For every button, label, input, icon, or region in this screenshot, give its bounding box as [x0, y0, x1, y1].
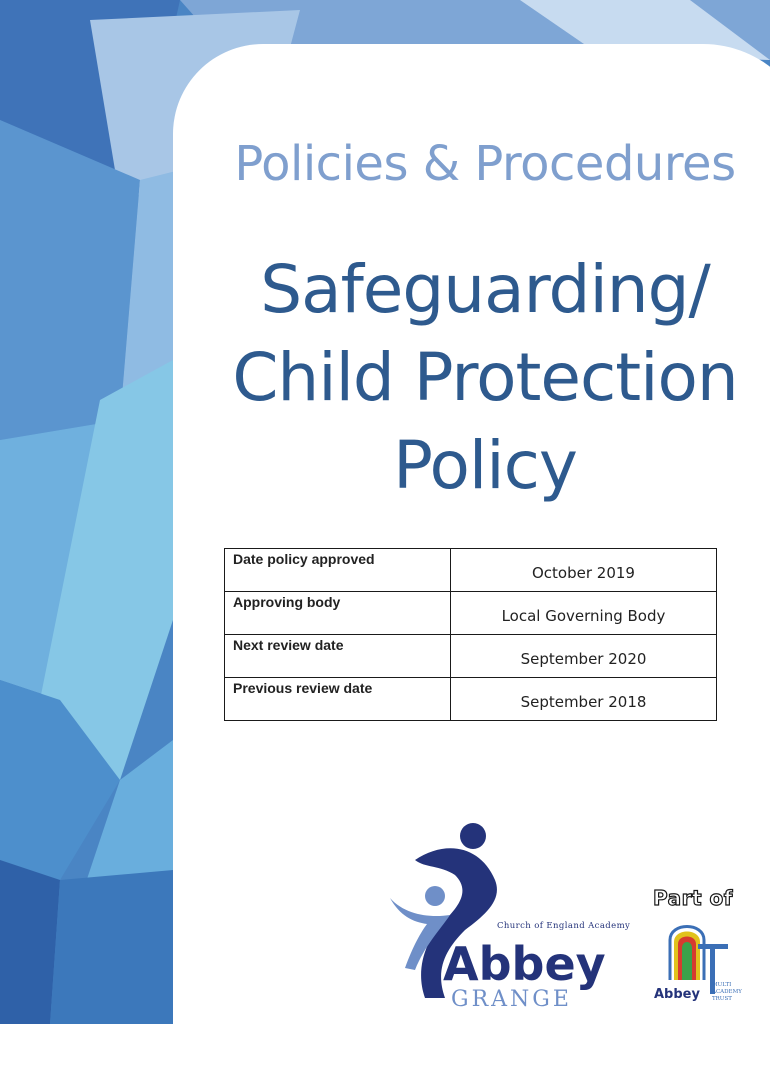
series-title: Policies & Procedures: [234, 136, 736, 192]
row-label: Previous review date: [225, 678, 451, 721]
row-value: September 2018: [451, 678, 717, 721]
trust-line: TRUST: [712, 996, 732, 1002]
policy-info-table: [224, 548, 717, 721]
school-subtitle: Church of England Academy: [497, 921, 631, 931]
part-of-label: Part of: [653, 886, 733, 910]
row-value: September 2020: [451, 635, 717, 678]
table-row: [225, 592, 717, 635]
row-label: Date policy approved: [225, 549, 451, 592]
table-row: [225, 678, 717, 721]
policy-title: [180, 246, 770, 510]
row-value: Local Governing Body: [451, 592, 717, 635]
trust-line: MULTI: [712, 982, 732, 988]
figure-head-icon: [460, 823, 486, 849]
trust-line: ACADEMY: [712, 989, 742, 995]
school-name-2: GRANGE: [451, 987, 572, 1010]
abbey-grange-logo: [385, 820, 635, 1010]
policy-title-line: Child Protection: [232, 339, 738, 416]
trust-name: Abbey: [654, 987, 700, 1002]
row-label: Next review date: [225, 635, 451, 678]
table-row: [225, 549, 717, 592]
school-name: Abbey: [443, 937, 606, 991]
child-head-icon: [425, 886, 445, 906]
policy-title-line: Safeguarding/: [260, 251, 710, 328]
row-value: October 2019: [451, 549, 717, 592]
row-label: Approving body: [225, 592, 451, 635]
abbey-trust-logo: [652, 920, 744, 1010]
table-row: [225, 635, 717, 678]
policy-title-line: Policy: [393, 427, 577, 504]
